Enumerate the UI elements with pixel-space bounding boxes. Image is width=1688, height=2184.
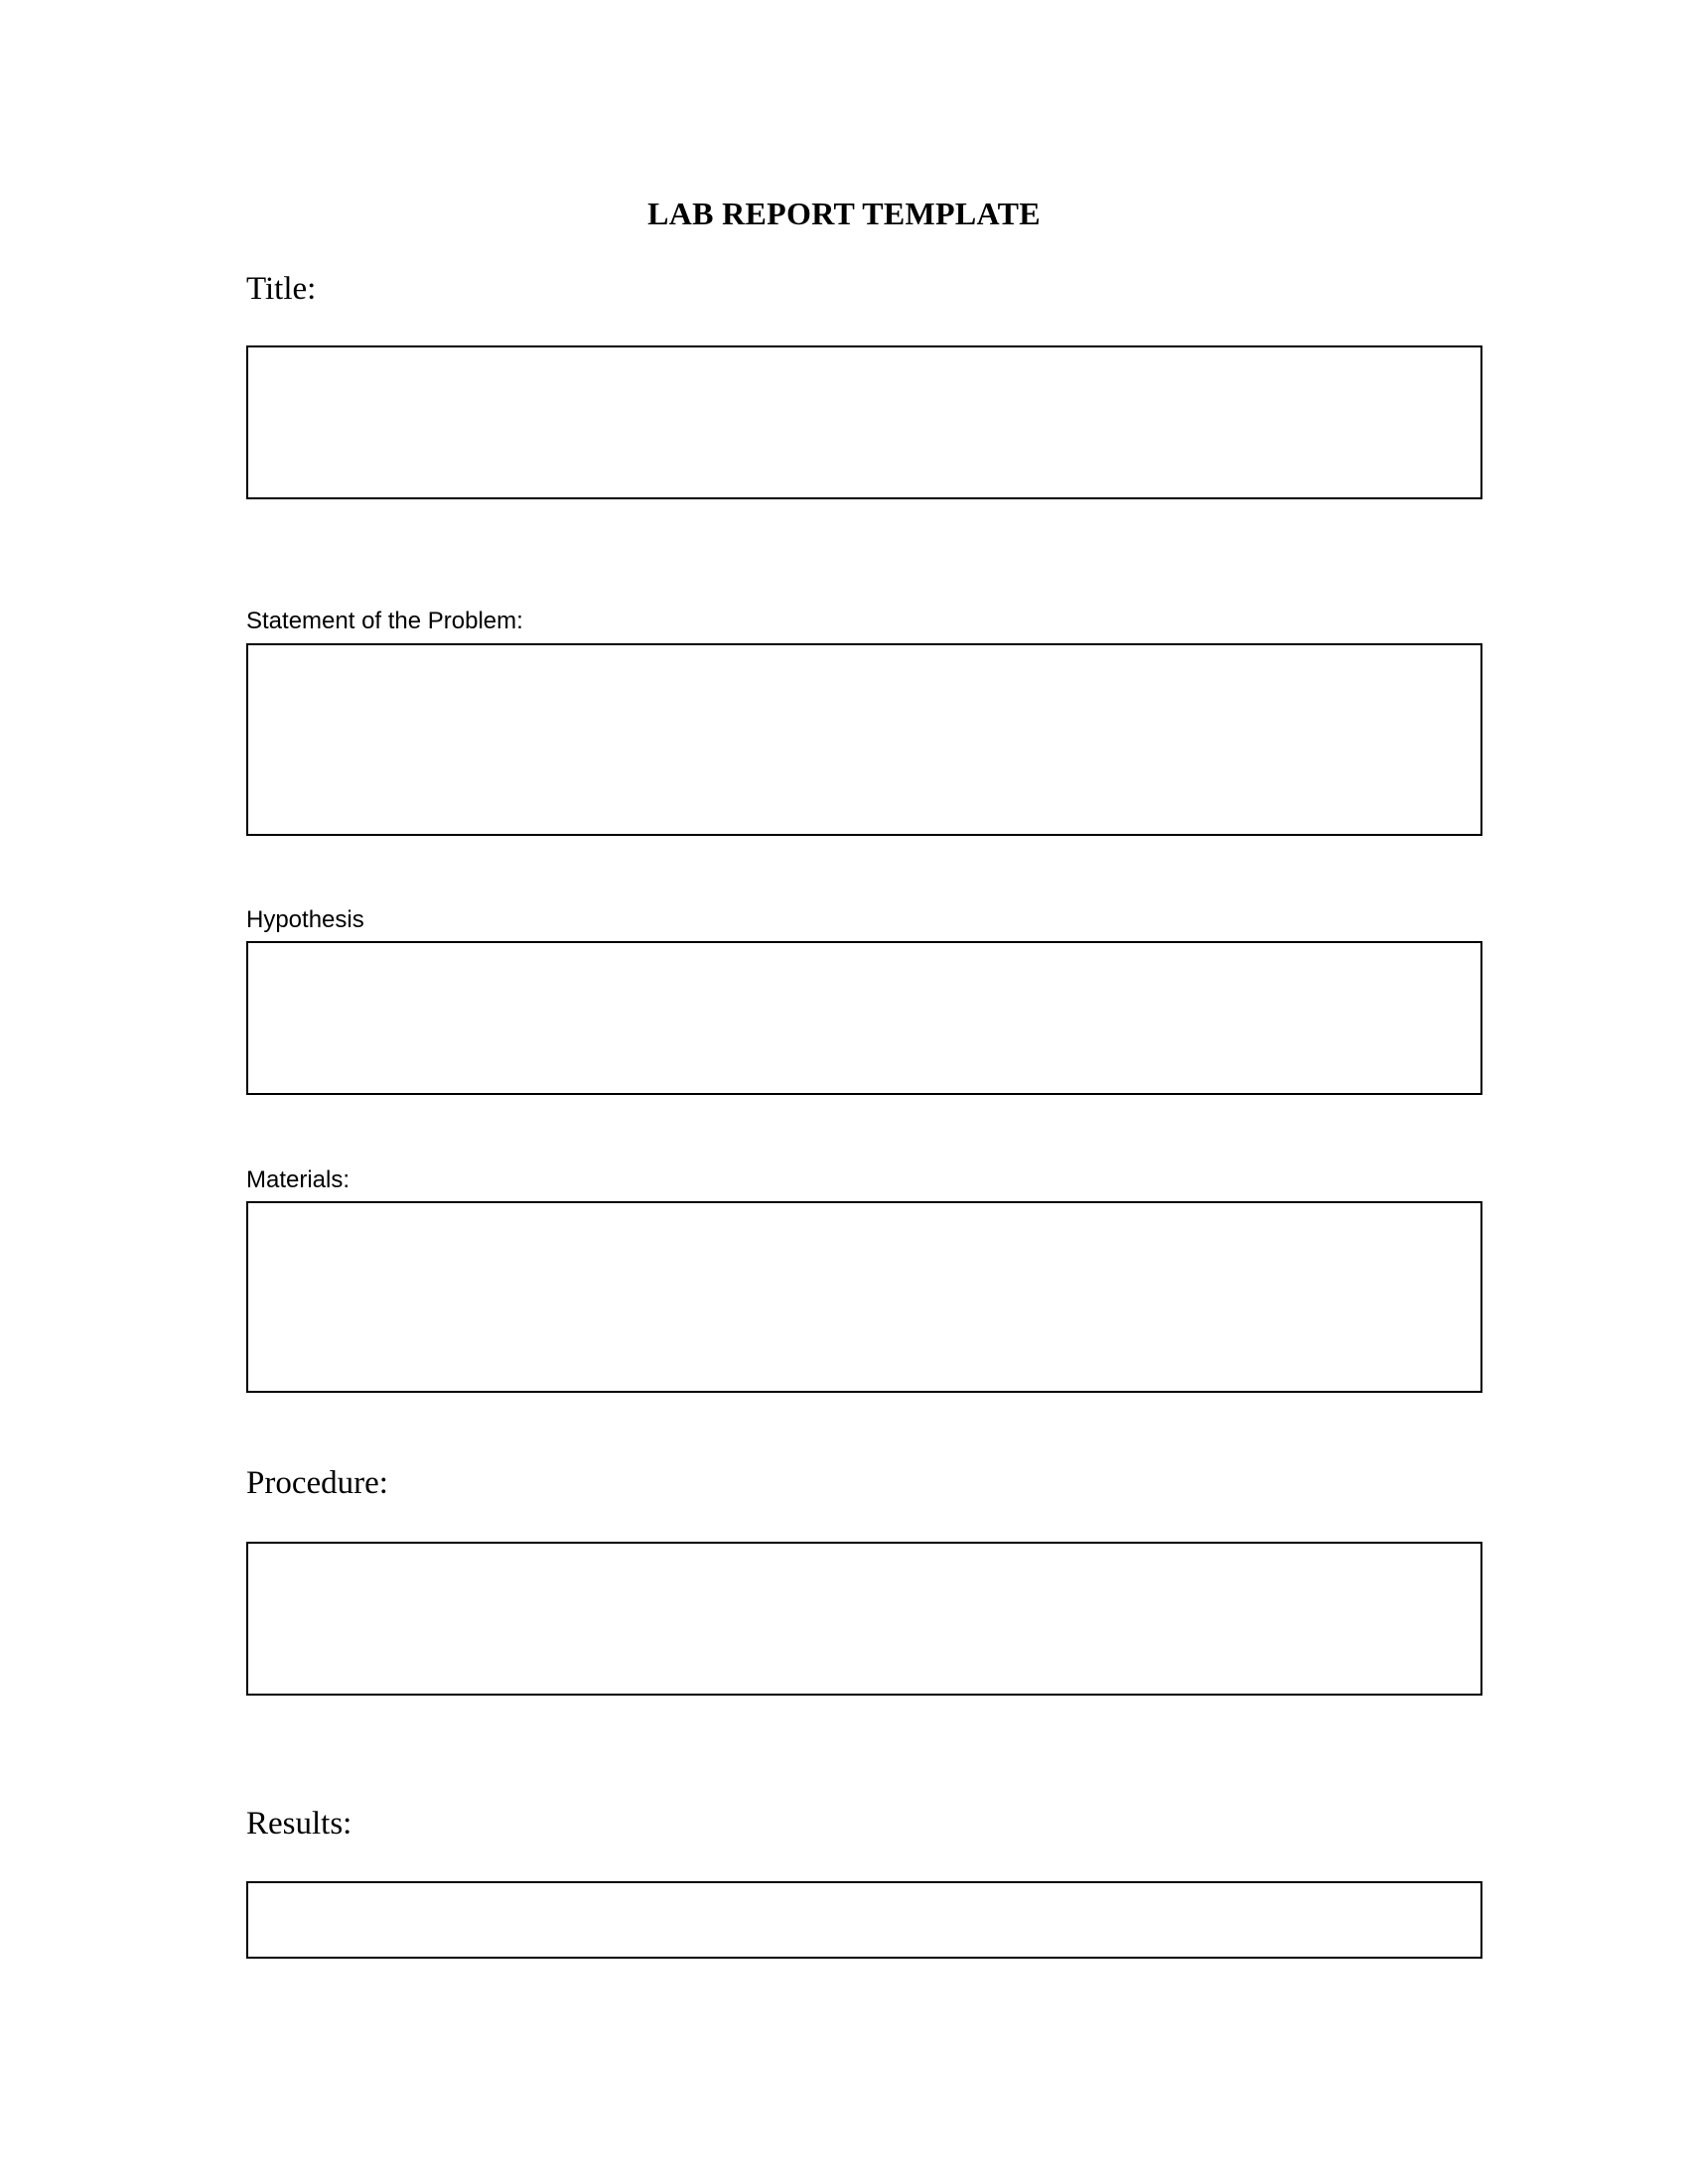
hypothesis-field[interactable] [246, 941, 1482, 1095]
hypothesis-label: Hypothesis [246, 906, 364, 933]
materials-field[interactable] [246, 1201, 1482, 1393]
procedure-field[interactable] [246, 1542, 1482, 1696]
materials-label: Materials: [246, 1166, 351, 1193]
title-label: Title: [246, 271, 317, 307]
procedure-label: Procedure: [246, 1465, 388, 1501]
results-label: Results: [246, 1806, 352, 1842]
problem-statement-label: Statement of the Problem: [246, 608, 523, 634]
problem-statement-field[interactable] [246, 643, 1482, 836]
title-field[interactable] [246, 345, 1482, 499]
page-title: LAB REPORT TEMPLATE [647, 196, 1041, 231]
results-field[interactable] [246, 1881, 1482, 1959]
